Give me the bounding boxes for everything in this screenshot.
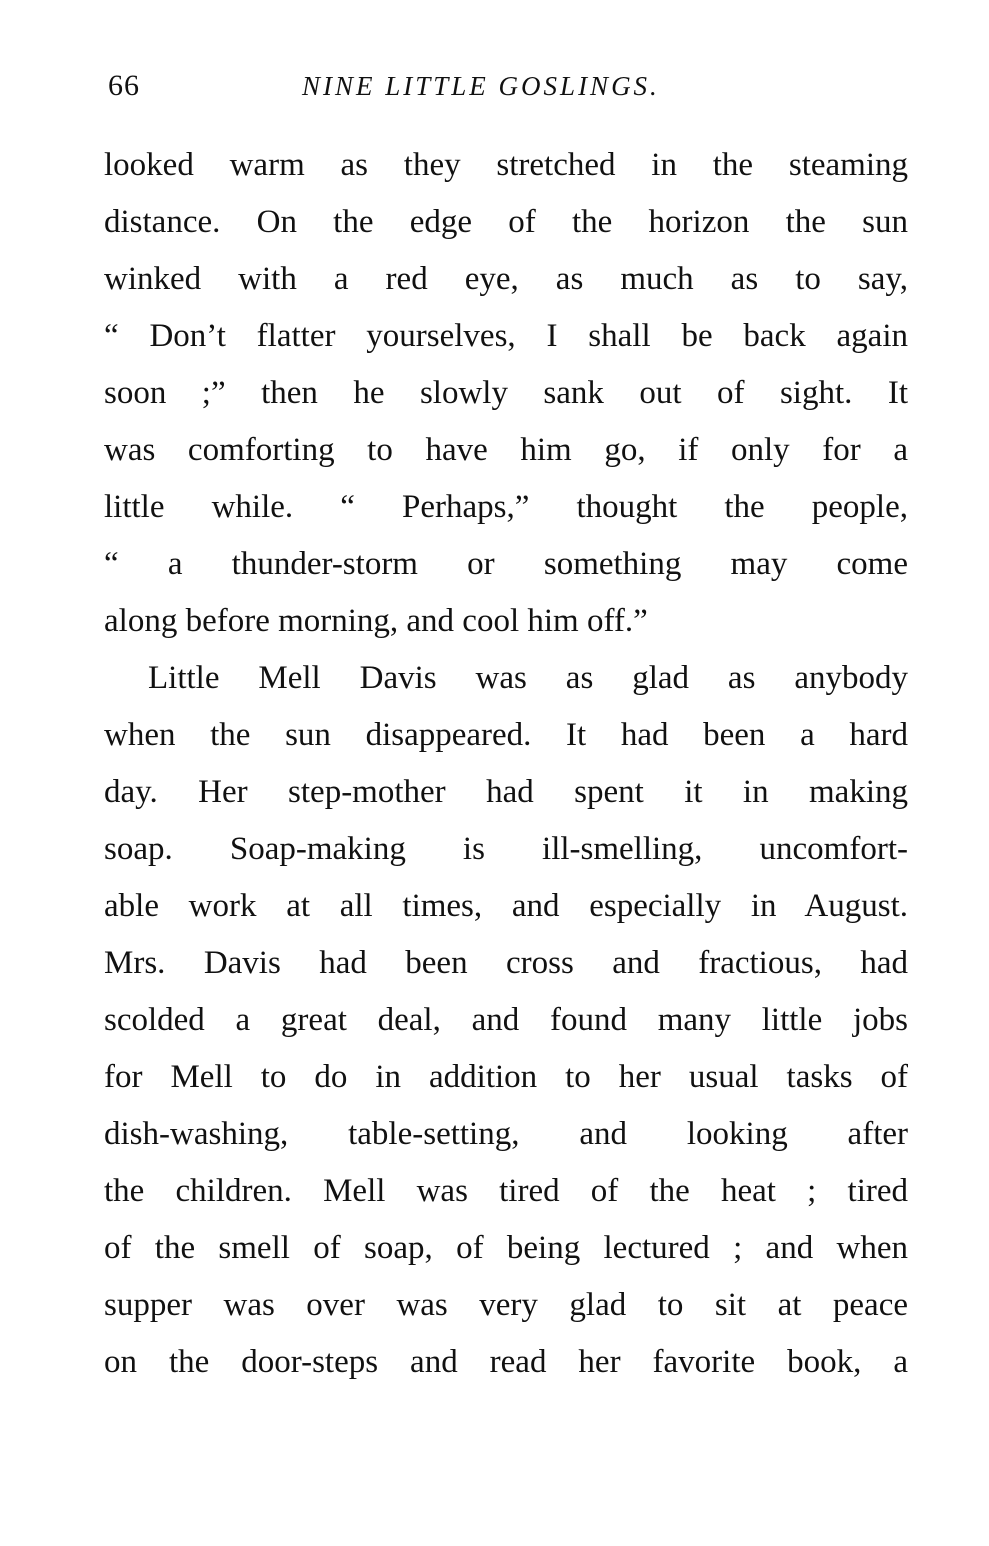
text-line: soap. Soap-making is ill-smelling, uncomfort- [104,831,908,867]
text-line: the children. Mell was tired of the heat ; tired [104,1173,908,1209]
page-number: 66 [108,69,140,102]
text-line: distance. On the edge of the horizon the sun [104,204,908,240]
text-line: looked warm as they stretched in the steaming [104,147,908,183]
text-line: day. Her step-mother had spent it in making [104,774,908,810]
text-line: on the door-steps and read her favorite book, a [104,1344,908,1380]
text-line: Mrs. Davis had been cross and fractious, had [104,945,908,981]
text-line: winked with a red eye, as much as to say, [104,261,908,297]
running-title: NINE LITTLE GOSLINGS. [302,71,660,101]
text-line: scolded a great deal, and found many little jobs [104,1002,908,1038]
page-header [108,66,908,106]
text-line: of the smell of soap, of being lectured ; and when [104,1230,908,1266]
text-line: Little Mell Davis was as glad as anybody [148,660,908,696]
text-line: when the sun disappeared. It had been a hard [104,717,908,753]
text-line: for Mell to do in addition to her usual tasks of [104,1059,908,1095]
text-line: dish-washing, table-setting, and looking after [104,1116,908,1152]
text-line: was comforting to have him go, if only for a [104,432,908,468]
text-line: along before morning, and cool him off.” [104,603,648,639]
text-line: “ Don’t flatter yourselves, I shall be back again [104,318,908,354]
text-line: little while. “ Perhaps,” thought the people, [104,489,908,525]
body-text [104,137,908,1391]
text-line: “ a thunder-storm or something may come [104,546,908,582]
text-line: soon ;” then he slowly sank out of sight. It [104,375,908,411]
text-line: able work at all times, and especially in August. [104,888,908,924]
text-line: supper was over was very glad to sit at peace [104,1287,908,1323]
